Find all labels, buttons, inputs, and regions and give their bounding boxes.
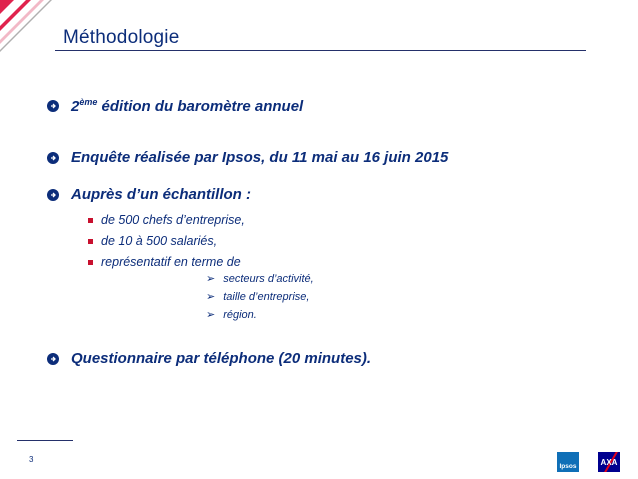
arrowhead-bullet-icon: ➢ [206, 290, 216, 303]
footer-divider [17, 440, 73, 441]
arrow-bullet-icon [47, 189, 59, 201]
arrow-bullet-icon [47, 353, 59, 365]
page-title: Méthodologie [63, 27, 180, 48]
title-divider [55, 50, 586, 51]
axa-logo: AXA [598, 452, 620, 472]
sub-item: de 500 chefs d’entreprise, [88, 213, 245, 227]
corner-decoration [0, 0, 70, 70]
arrow-bullet-icon [47, 152, 59, 164]
square-bullet-icon [88, 218, 93, 223]
bullet-text: Enquête réalisée par Ipsos, du 11 mai au 16 juin 2015 [71, 149, 449, 166]
bullet-text: 2ème édition du baromètre annuel [71, 97, 304, 115]
bullet-text: Auprès d’un échantillon : [71, 186, 252, 203]
arrow-bullet-icon [47, 100, 59, 112]
sub-sub-item: ➢ secteurs d’activité, [206, 272, 314, 285]
sub-item: de 10 à 500 salariés, [88, 234, 217, 248]
sub-sub-item: ➢ taille d’entreprise, [206, 290, 310, 303]
arrowhead-bullet-icon: ➢ [206, 272, 216, 285]
square-bullet-icon [88, 260, 93, 265]
bullet-text: Questionnaire par téléphone (20 minutes). [71, 350, 372, 367]
bullet-edition [47, 97, 303, 115]
bullet-sample [47, 186, 251, 203]
sub-sub-item: ➢ région. [206, 308, 257, 321]
arrowhead-bullet-icon: ➢ [206, 308, 216, 321]
bullet-questionnaire [47, 350, 371, 367]
square-bullet-icon [88, 239, 93, 244]
page-number: 3 [29, 455, 34, 464]
sub-item: représentatif en terme de [88, 255, 241, 269]
bullet-survey [47, 149, 448, 166]
ipsos-logo: Ipsos [557, 452, 579, 472]
